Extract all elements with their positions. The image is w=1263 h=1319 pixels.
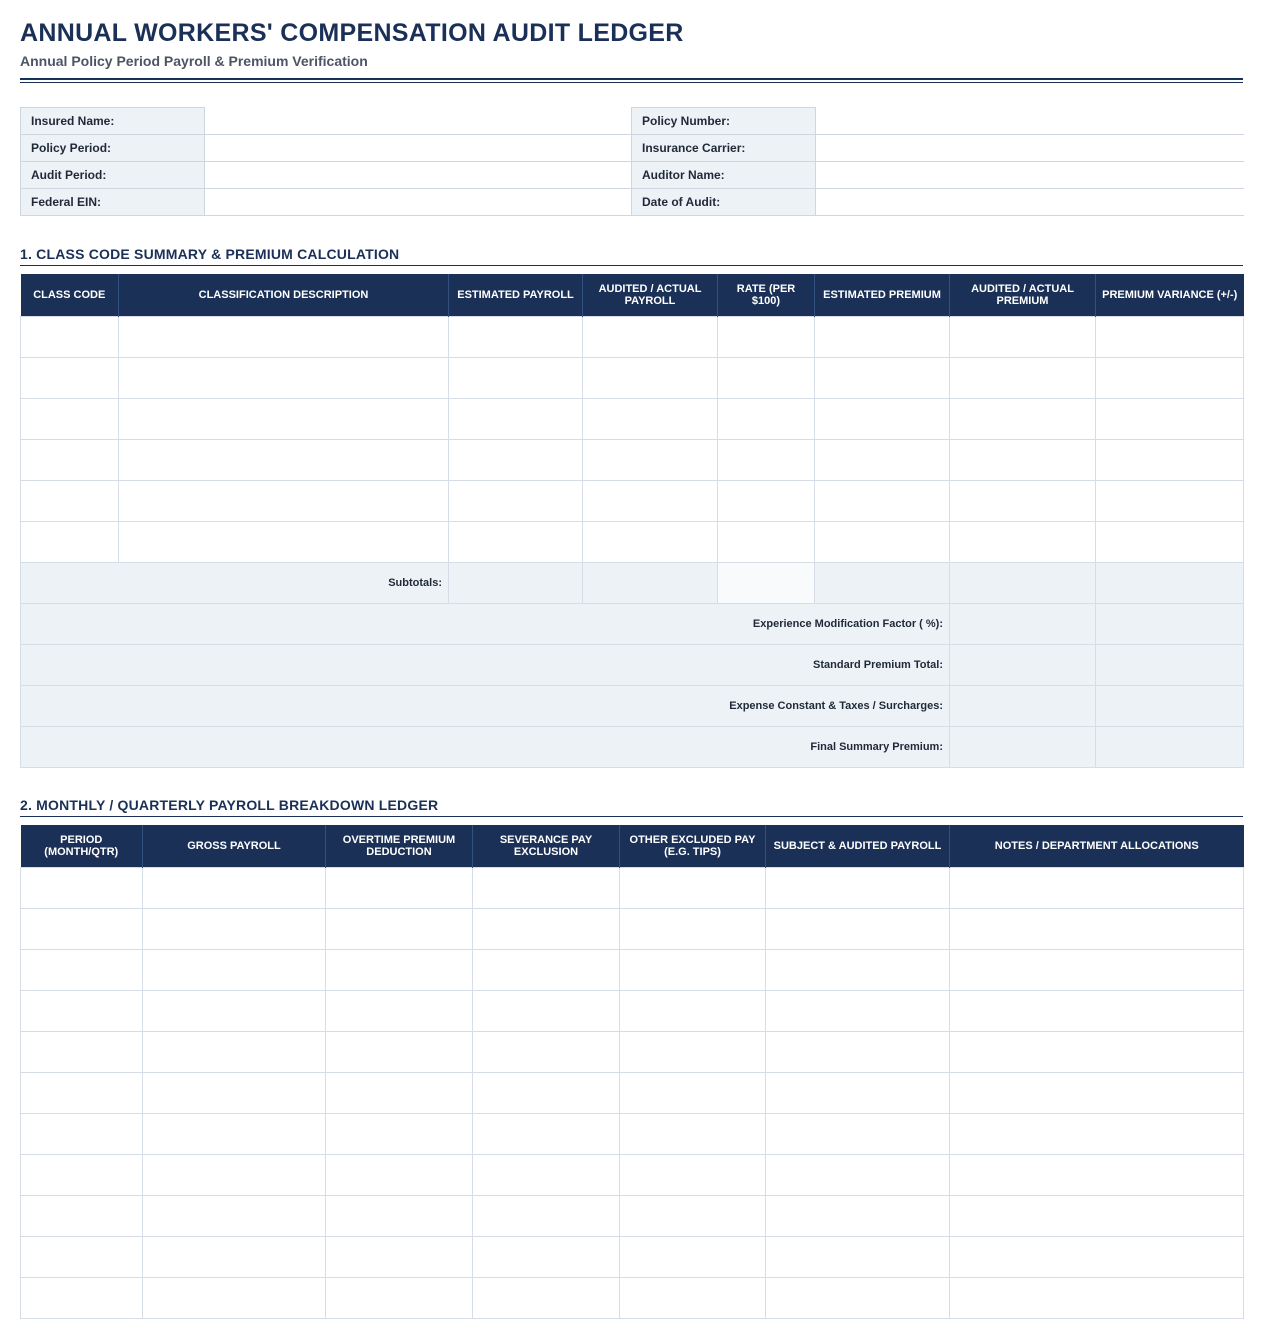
section2-heading: 2. MONTHLY / QUARTERLY PAYROLL BREAKDOWN LEDGER [20,797,1243,817]
table-cell[interactable] [1096,522,1244,563]
table-cell[interactable] [815,481,950,522]
subtotal-premium-variance[interactable] [1096,563,1244,604]
col-audited-premium: AUDITED / ACTUAL PREMIUM [950,274,1096,317]
table-cell[interactable] [143,991,326,1032]
table-cell[interactable] [326,1073,473,1114]
subtotals-label: Subtotals: [21,563,449,604]
table-cell[interactable] [21,399,119,440]
audit-period-label: Audit Period: [21,162,205,189]
policy-info-grid [20,107,1244,216]
policy-period-label: Policy Period: [21,135,205,162]
section1-heading: 1. CLASS CODE SUMMARY & PREMIUM CALCULATION [20,246,1243,266]
final-premium-label: Final Summary Premium: [21,727,950,768]
table-cell[interactable] [1096,399,1244,440]
table-cell[interactable] [620,1032,766,1073]
table-cell[interactable] [21,868,143,909]
info-row [21,189,1244,216]
col-estimated-payroll: ESTIMATED PAYROLL [449,274,583,317]
payroll-row [21,991,1244,1032]
table-cell[interactable] [1096,481,1244,522]
col-period: PERIOD (MONTH/QTR) [21,825,143,868]
insured-name-label: Insured Name: [21,108,205,135]
table-cell[interactable] [1096,440,1244,481]
payroll-row [21,1237,1244,1278]
table-cell[interactable] [449,358,583,399]
table-cell[interactable] [950,1155,1244,1196]
table-cell[interactable] [620,1237,766,1278]
table-cell[interactable] [473,950,620,991]
table-cell[interactable] [143,1114,326,1155]
table-cell[interactable] [583,440,718,481]
table-cell[interactable] [950,399,1096,440]
table-cell[interactable] [473,1114,620,1155]
expense-constant-row [21,686,1244,727]
col-overtime-deduction: OVERTIME PREMIUM DEDUCTION [326,825,473,868]
auditor-name-label: Auditor Name: [632,162,816,189]
table-cell[interactable] [21,1155,143,1196]
class-code-row [21,317,1244,358]
table-cell[interactable] [950,1237,1244,1278]
table-cell[interactable] [766,950,950,991]
table-cell[interactable] [718,399,815,440]
table-cell[interactable] [473,1073,620,1114]
payroll-row [21,1278,1244,1319]
table-cell[interactable] [326,1278,473,1319]
table-cell[interactable] [620,991,766,1032]
table-cell[interactable] [620,1073,766,1114]
table-cell[interactable] [449,440,583,481]
col-rate: RATE (PER $100) [718,274,815,317]
table-cell[interactable] [326,991,473,1032]
experience-mod-label: Experience Modification Factor ( %): [21,604,950,645]
standard-premium-audited[interactable] [950,645,1096,686]
table-cell[interactable] [21,522,119,563]
table-cell[interactable] [583,481,718,522]
final-premium-row [21,727,1244,768]
table-cell[interactable] [950,909,1244,950]
table-cell[interactable] [143,1278,326,1319]
col-audited-payroll: AUDITED / ACTUAL PAYROLL [583,274,718,317]
class-code-row [21,440,1244,481]
table-cell[interactable] [21,909,143,950]
insurance-carrier-field[interactable] [816,135,1244,162]
policy-number-label: Policy Number: [632,108,816,135]
table-cell[interactable] [326,1237,473,1278]
table-cell[interactable] [473,991,620,1032]
table-cell[interactable] [143,1032,326,1073]
class-code-table [20,274,1244,768]
table-cell[interactable] [950,317,1096,358]
table-cell[interactable] [950,1032,1244,1073]
expense-constant-label: Expense Constant & Taxes / Surcharges: [21,686,950,727]
table-cell[interactable] [473,1032,620,1073]
table-cell[interactable] [620,1114,766,1155]
auditor-name-field[interactable] [816,162,1244,189]
table-cell[interactable] [620,950,766,991]
table-cell[interactable] [21,1073,143,1114]
table-cell[interactable] [143,909,326,950]
info-row [21,135,1244,162]
table-cell[interactable] [21,1196,143,1237]
table-cell[interactable] [583,358,718,399]
document-subtitle: Annual Policy Period Payroll & Premium Verification [20,53,368,69]
subtotal-audited-premium[interactable] [950,563,1096,604]
federal-ein-field[interactable] [205,189,632,216]
class-code-header-row [21,274,1244,317]
table-cell[interactable] [950,522,1096,563]
payroll-breakdown-table [20,825,1244,1319]
header-rule-secondary [20,82,1243,83]
table-cell[interactable] [473,1278,620,1319]
table-cell[interactable] [119,481,449,522]
payroll-breakdown-body [21,868,1244,1319]
table-cell[interactable] [620,868,766,909]
table-cell[interactable] [620,1196,766,1237]
payroll-row [21,950,1244,991]
experience-mod-row [21,604,1244,645]
table-cell[interactable] [950,1278,1244,1319]
table-cell[interactable] [326,1032,473,1073]
table-cell[interactable] [766,1196,950,1237]
col-premium-variance: PREMIUM VARIANCE (+/-) [1096,274,1244,317]
payroll-row [21,1073,1244,1114]
standard-premium-label: Standard Premium Total: [21,645,950,686]
table-cell[interactable] [143,1073,326,1114]
insured-name-field[interactable] [205,108,632,135]
table-cell[interactable] [449,481,583,522]
policy-number-field[interactable] [816,108,1244,135]
subtotal-estimated-premium[interactable] [815,563,950,604]
table-cell[interactable] [1096,358,1244,399]
subtotals-row [21,563,1244,604]
federal-ein-label: Federal EIN: [21,189,205,216]
table-cell[interactable] [718,317,815,358]
payroll-header-row [21,825,1244,868]
class-code-row [21,481,1244,522]
table-cell[interactable] [950,440,1096,481]
table-cell[interactable] [143,950,326,991]
subtotal-estimated-payroll[interactable] [449,563,583,604]
table-cell[interactable] [143,1237,326,1278]
payroll-row [21,1032,1244,1073]
table-cell[interactable] [815,399,950,440]
info-row [21,162,1244,189]
table-cell[interactable] [950,1073,1244,1114]
standard-premium-row [21,645,1244,686]
class-code-row [21,522,1244,563]
table-cell[interactable] [718,522,815,563]
table-cell[interactable] [583,399,718,440]
table-cell[interactable] [1096,317,1244,358]
table-cell[interactable] [950,1196,1244,1237]
table-cell[interactable] [326,1196,473,1237]
date-of-audit-field[interactable] [816,189,1244,216]
table-cell[interactable] [21,440,119,481]
payroll-row [21,868,1244,909]
info-row [21,108,1244,135]
payroll-row [21,1114,1244,1155]
table-cell[interactable] [326,950,473,991]
payroll-row [21,1196,1244,1237]
table-cell[interactable] [718,440,815,481]
col-class-code: CLASS CODE [21,274,119,317]
col-notes: NOTES / DEPARTMENT ALLOCATIONS [950,825,1244,868]
standard-premium-variance[interactable] [1096,645,1244,686]
policy-period-field[interactable] [205,135,632,162]
table-cell[interactable] [143,1155,326,1196]
table-cell[interactable] [143,1196,326,1237]
table-cell[interactable] [583,317,718,358]
table-cell[interactable] [21,481,119,522]
table-cell[interactable] [766,1155,950,1196]
table-cell[interactable] [21,1032,143,1073]
table-cell[interactable] [620,1155,766,1196]
table-cell[interactable] [21,991,143,1032]
col-severance-exclusion: SEVERANCE PAY EXCLUSION [473,825,620,868]
table-cell[interactable] [950,991,1244,1032]
table-cell[interactable] [950,358,1096,399]
table-cell[interactable] [119,399,449,440]
experience-mod-audited[interactable] [950,604,1096,645]
document-title: ANNUAL WORKERS' COMPENSATION AUDIT LEDGER [20,19,684,47]
table-cell[interactable] [21,1278,143,1319]
table-cell[interactable] [950,481,1096,522]
table-cell[interactable] [143,868,326,909]
table-cell[interactable] [815,317,950,358]
table-cell[interactable] [449,522,583,563]
table-cell[interactable] [950,1114,1244,1155]
table-cell[interactable] [620,909,766,950]
table-cell[interactable] [583,522,718,563]
final-premium-variance[interactable] [1096,727,1244,768]
table-cell[interactable] [950,868,1244,909]
col-gross-payroll: GROSS PAYROLL [143,825,326,868]
table-cell[interactable] [326,868,473,909]
table-cell[interactable] [473,868,620,909]
table-cell[interactable] [119,522,449,563]
table-cell[interactable] [766,1032,950,1073]
class-code-row [21,399,1244,440]
payroll-row [21,1155,1244,1196]
table-cell[interactable] [21,317,119,358]
table-cell[interactable] [766,868,950,909]
payroll-row [21,909,1244,950]
table-cell[interactable] [766,1073,950,1114]
table-cell[interactable] [473,1155,620,1196]
table-cell[interactable] [473,909,620,950]
expense-constant-audited[interactable] [950,686,1096,727]
table-cell[interactable] [449,399,583,440]
final-premium-audited[interactable] [950,727,1096,768]
table-cell[interactable] [119,317,449,358]
subtotal-audited-payroll[interactable] [583,563,718,604]
experience-mod-variance[interactable] [1096,604,1244,645]
table-cell[interactable] [718,358,815,399]
table-cell[interactable] [718,481,815,522]
table-cell[interactable] [21,1237,143,1278]
col-subject-audited-payroll: SUBJECT & AUDITED PAYROLL [766,825,950,868]
table-cell[interactable] [620,1278,766,1319]
col-estimated-premium: ESTIMATED PREMIUM [815,274,950,317]
class-code-summary [21,563,1244,768]
insurance-carrier-label: Insurance Carrier: [632,135,816,162]
table-cell[interactable] [473,1237,620,1278]
table-cell[interactable] [326,909,473,950]
table-cell[interactable] [950,950,1244,991]
table-cell[interactable] [449,317,583,358]
audit-period-field[interactable] [205,162,632,189]
table-cell[interactable] [326,1114,473,1155]
table-cell[interactable] [815,522,950,563]
table-cell[interactable] [766,1237,950,1278]
table-cell[interactable] [766,991,950,1032]
table-cell[interactable] [21,358,119,399]
table-cell[interactable] [815,358,950,399]
table-cell[interactable] [766,1114,950,1155]
col-other-excluded-pay: OTHER EXCLUDED PAY (E.G. TIPS) [620,825,766,868]
table-cell[interactable] [815,440,950,481]
table-cell[interactable] [473,1196,620,1237]
col-classification-description: CLASSIFICATION DESCRIPTION [119,274,449,317]
table-cell[interactable] [326,1155,473,1196]
table-cell[interactable] [21,1114,143,1155]
class-code-body [21,317,1244,563]
table-cell[interactable] [766,909,950,950]
date-of-audit-label: Date of Audit: [632,189,816,216]
expense-constant-variance[interactable] [1096,686,1244,727]
table-cell[interactable] [119,358,449,399]
header-rule [20,78,1243,80]
class-code-row [21,358,1244,399]
table-cell[interactable] [119,440,449,481]
table-cell[interactable] [21,950,143,991]
table-cell[interactable] [766,1278,950,1319]
subtotal-rate [718,563,815,604]
